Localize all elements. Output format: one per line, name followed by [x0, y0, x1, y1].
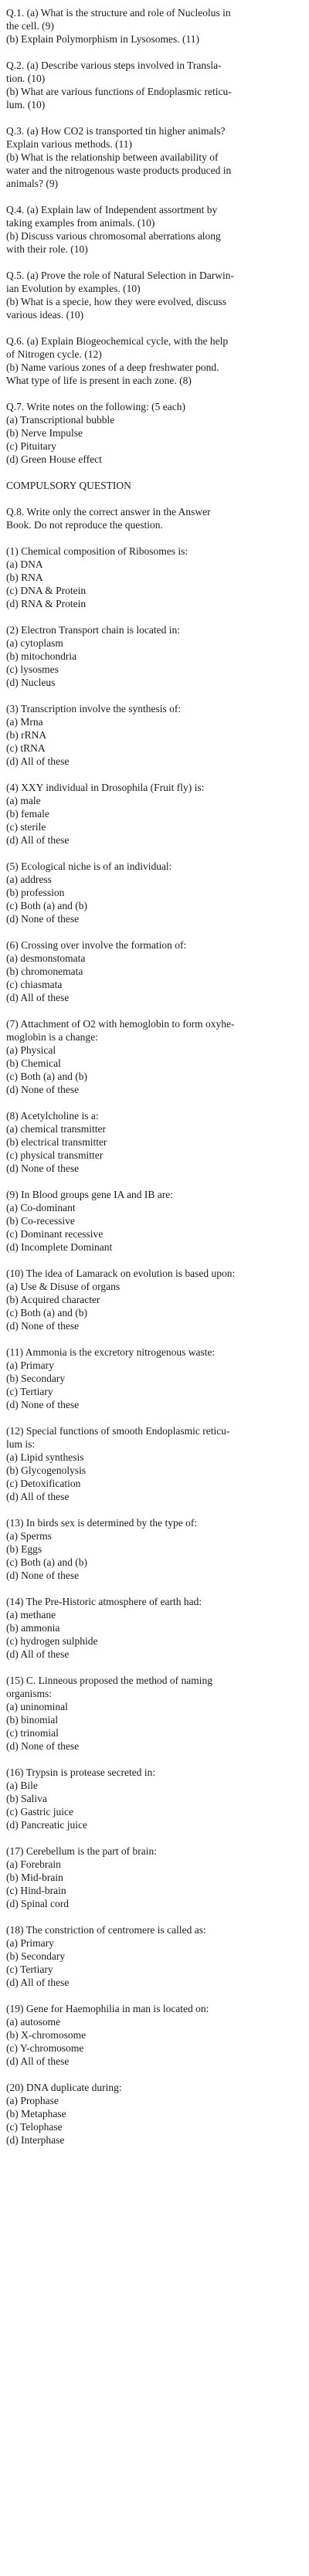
mcq-line: (c) Telophase	[6, 2121, 63, 2133]
question-line: (a) Transcriptional bubble	[6, 414, 115, 426]
mcq-line: (a) DNA	[6, 558, 43, 570]
question-line: Q.4. (a) Explain law of Independent assortment by	[6, 204, 218, 216]
mcq-line: (b) Secondary	[6, 1373, 66, 1384]
mcq-line: (b) Glycogenolysis	[6, 1464, 87, 1476]
mcq-line: (5) Ecological niche is of an individual:	[6, 860, 172, 872]
mcq-line: (d) Interphase	[6, 2134, 65, 2146]
mcq-line: (d) All of these	[6, 1977, 70, 1988]
instruction-line: Q.8. Write only the correct answer in the Answer	[6, 506, 211, 518]
mcq-line: (d) None of these	[6, 1570, 80, 1581]
mcq-line: (c) Detoxification	[6, 1478, 81, 1489]
mcq-line: (a) cytoplasm	[6, 637, 63, 649]
question-line: Q.1. (a) What is the structure and role of Nucleolus in	[6, 7, 231, 19]
mcq-line: (c) physical transmitter	[6, 1149, 104, 1161]
mcq-line: (a) methane	[6, 1609, 56, 1621]
question-line: tion. (10)	[6, 73, 46, 84]
mcq-line: (c) hydrogen sulphide	[6, 1635, 98, 1647]
mcq-line: (d) None of these	[6, 1084, 80, 1095]
question-line: Q.7. Write notes on the following: (5 each)	[6, 401, 186, 412]
mcq-line: (c) Dominant recessive	[6, 1228, 104, 1240]
mcq-line: (a) Use & Disuse of organs	[6, 1281, 121, 1292]
mcq-line: (c) tRNA	[6, 742, 46, 754]
mcq-line: (c) trinomial	[6, 1727, 59, 1739]
mcq-line: (b) female	[6, 808, 49, 820]
question-line: water and the nitrogenous waste products produced in	[6, 165, 232, 176]
question-line: (d) Green House effect	[6, 453, 102, 465]
mcq-line: (d) All of these	[6, 1648, 70, 1660]
question-line: with their role. (10)	[6, 243, 88, 255]
mcq-line: (d) None of these	[6, 1320, 80, 1332]
mcq-line: (d) All of these	[6, 755, 70, 767]
question-line: Q.3. (a) How CO2 is transported tin higher animals?	[6, 125, 226, 137]
mcq-line: (d) None of these	[6, 913, 80, 925]
mcq-line: (15) C. Linneous proposed the method of naming	[6, 1675, 212, 1686]
mcq-line: (a) Mrna	[6, 716, 43, 728]
mcq-line: organisms:	[6, 1688, 53, 1699]
question-block	[6, 400, 303, 466]
mcq-item	[6, 1109, 303, 1175]
mcq-item	[6, 623, 303, 689]
instruction-line: Book. Do not reproduce the question.	[6, 519, 163, 531]
mcq-item	[6, 1674, 303, 1753]
mcq-line: (b) Acquired character	[6, 1294, 100, 1305]
question-line: (b) Name various zones of a deep freshwater pond.	[6, 361, 219, 373]
mcq-line: (19) Gene for Haemophilia in man is located on:	[6, 2003, 209, 2014]
mcq-item	[6, 1516, 303, 1582]
mcq-line: (c) Tertiary	[6, 1386, 53, 1397]
mcq-line: (a) Primary	[6, 1937, 54, 1949]
descriptive-questions	[6, 6, 303, 466]
mcq-line: (b) profession	[6, 887, 65, 898]
mcq-line: (b) binomial	[6, 1714, 59, 1726]
mcq-line: (b) ammonia	[6, 1622, 60, 1634]
mcq-line: (11) Ammonia is the excretory nitrogenous waste:	[6, 1346, 216, 1358]
mcq-line: (d) All of these	[6, 834, 70, 846]
mcq-item	[6, 1188, 303, 1254]
mcq-line: (d) Nucleus	[6, 677, 56, 688]
question-block	[6, 269, 303, 321]
mcq-line: (1) Chemical composition of Ribosomes is:	[6, 545, 188, 557]
mcq-line: (a) Primary	[6, 1359, 54, 1371]
mcq-line: (c) lysosmes	[6, 664, 59, 675]
question-line: Explain various methods. (11)	[6, 138, 132, 150]
mcq-line: (10) The idea of Lamarack on evolution is based upon:	[6, 1268, 236, 1279]
mcq-line: (d) All of these	[6, 1491, 70, 1502]
mcq-line: (a) Co-dominant	[6, 1202, 76, 1213]
mcq-line: (2) Electron Transport chain is located in:	[6, 624, 180, 636]
mcq-line: (d) None of these	[6, 1399, 80, 1410]
mcq-item	[6, 1267, 303, 1332]
mcq-line: (a) uninominal	[6, 1701, 68, 1712]
mcq-item	[6, 938, 303, 1004]
mcq-line: (c) Both (a) and (b)	[6, 900, 87, 911]
question-line: lum. (10)	[6, 99, 46, 110]
question-line: ian Evolution by examples. (10)	[6, 283, 141, 294]
mcq-line: (b) Secondary	[6, 1950, 66, 1962]
mcq-item	[6, 702, 303, 768]
mcq-line: (c) Tertiary	[6, 1963, 53, 1975]
mcq-line: (14) The Pre-Historic atmosphere of earth had:	[6, 1596, 202, 1607]
question-line: (b) Nerve Impulse	[6, 427, 83, 439]
question-line: (c) Pituitary	[6, 440, 56, 452]
question-line: various ideas. (10)	[6, 309, 84, 321]
mcq-line: moglobin is a change:	[6, 1031, 98, 1043]
question-line: (b) Explain Polymorphism in Lysosomes. (11)	[6, 33, 199, 45]
mcq-line: (a) male	[6, 795, 41, 806]
mcq-line: (a) Physical	[6, 1044, 56, 1056]
mcq-line: (b) electrical transmitter	[6, 1136, 107, 1148]
mcq-item	[6, 2081, 303, 2147]
mcq-item	[6, 1017, 303, 1096]
question-line: Q.5. (a) Prove the role of Natural Selection in Darwin-	[6, 270, 235, 281]
mcq-line: (d) None of these	[6, 1740, 80, 1752]
mcq-item	[6, 1923, 303, 1989]
mcq-line: (8) Acetylcholine is a:	[6, 1110, 99, 1122]
mcq-line: (d) Pancreatic juice	[6, 1819, 87, 1831]
mcq-item	[6, 1766, 303, 1831]
mcq-line: (c) Both (a) and (b)	[6, 1071, 87, 1082]
mcq-line: (d) Spinal cord	[6, 1898, 69, 1909]
q8-instructions	[6, 505, 303, 531]
mcq-line: (16) Trypsin is protease secreted in:	[6, 1767, 156, 1778]
question-line: (b) What is a specie, how they were evolved, discuss	[6, 296, 227, 307]
mcq-line: (a) Sperms	[6, 1530, 52, 1542]
mcq-line: (b) Metaphase	[6, 2108, 66, 2120]
mcq-line: (c) Both (a) and (b)	[6, 1556, 87, 1568]
mcq-line: (4) XXY individual in Drosophila (Fruit fly) is:	[6, 782, 205, 793]
mcq-line: (d) All of these	[6, 992, 70, 1003]
mcq-item	[6, 1845, 303, 1910]
mcq-line: (a) autosome	[6, 2016, 61, 2028]
mcq-line: (18) The constriction of centromere is called as:	[6, 1924, 206, 1936]
question-line: Q.6. (a) Explain Biogeochemical cycle, with the help	[6, 335, 229, 347]
mcq-line: (12) Special functions of smooth Endoplasmic reticu-	[6, 1425, 230, 1437]
mcq-line: (a) Prophase	[6, 2095, 59, 2106]
question-line: (b) What are various functions of Endoplasmic reticu-	[6, 86, 232, 97]
mcq-line: (b) mitochondria	[6, 650, 77, 662]
mcq-line: (b) Eggs	[6, 1543, 42, 1555]
mcq-line: (a) Bile	[6, 1780, 38, 1791]
question-line: (b) Discuss various chromosomal aberrations along	[6, 230, 221, 242]
mcq-line: (a) chemical transmitter	[6, 1123, 106, 1135]
mcq-line: (a) Forebrain	[6, 1858, 61, 1870]
mcq-line: (b) rRNA	[6, 729, 47, 741]
mcq-item	[6, 781, 303, 847]
mcq-line: (20) DNA duplicate during:	[6, 2082, 122, 2093]
question-line: animals? (9)	[6, 178, 59, 189]
mcq-line: (13) In birds sex is determined by the type of:	[6, 1517, 198, 1529]
mcq-line: (d) Incomplete Dominant	[6, 1241, 113, 1253]
question-block	[6, 6, 303, 46]
mcq-line: (c) sterile	[6, 821, 46, 833]
mcq-item	[6, 1595, 303, 1661]
mcq-line: (c) DNA & Protein	[6, 585, 87, 596]
mcq-line: (7) Attachment of O2 with hemoglobin to form oxyhe-	[6, 1018, 235, 1030]
mcq-line: (c) Both (a) and (b)	[6, 1307, 87, 1319]
question-block	[6, 334, 303, 387]
mcq-line: (d) None of these	[6, 1162, 80, 1174]
mcq-line: lum is:	[6, 1438, 36, 1450]
mcq-line: (b) X-chromosome	[6, 2029, 87, 2041]
mcq-line: (9) In Blood groups gene IA and IB are:	[6, 1189, 173, 1200]
question-line: of Nitrogen cycle. (12)	[6, 348, 102, 360]
question-block	[6, 203, 303, 256]
question-line: the cell. (9)	[6, 20, 54, 32]
mcq-line: (c) Y-chromosome	[6, 2042, 84, 2054]
mcq-line: (a) desmonstomata	[6, 952, 86, 964]
mcq-line: (b) Saliva	[6, 1793, 47, 1804]
mcq-item	[6, 545, 303, 610]
mcq-line: (17) Cerebellum is the part of brain:	[6, 1845, 157, 1857]
question-block	[6, 124, 303, 190]
compulsory-question-heading: COMPULSORY QUESTION	[6, 480, 131, 491]
mcq-line: (b) Chemical	[6, 1057, 61, 1069]
mcq-item	[6, 860, 303, 925]
mcq-line: (d) RNA & Protein	[6, 598, 87, 609]
mcq-item	[6, 2002, 303, 2068]
mcq-line: (3) Transcription involve the synthesis of:	[6, 703, 182, 714]
mcq-line: (b) chromonemata	[6, 966, 83, 977]
mcq-item	[6, 1424, 303, 1503]
mcq-line: (c) Hind-brain	[6, 1885, 66, 1896]
mcq-line: (b) Co-recessive	[6, 1215, 75, 1227]
mcq-line: (c) Gastric juice	[6, 1806, 73, 1817]
mcq-line: (c) chiasmata	[6, 979, 63, 990]
mcq-line: (b) RNA	[6, 572, 43, 583]
question-block	[6, 59, 303, 111]
question-line: What type of life is present in each zone. (8)	[6, 375, 192, 386]
mcq-item	[6, 1346, 303, 1411]
question-line: (b) What is the relationship between availability of	[6, 151, 219, 163]
mcq-line: (d) All of these	[6, 2055, 70, 2067]
question-line: Q.2. (a) Describe various steps involved in Transla-	[6, 59, 222, 71]
mcq-line: (6) Crossing over involve the formation of:	[6, 939, 187, 951]
mcq-line: (a) Lipid synthesis	[6, 1451, 84, 1463]
mcq-line: (a) address	[6, 874, 52, 885]
question-line: taking examples from animals. (10)	[6, 217, 155, 229]
mcq-list	[6, 545, 303, 2147]
mcq-line: (b) Mid-brain	[6, 1872, 63, 1883]
